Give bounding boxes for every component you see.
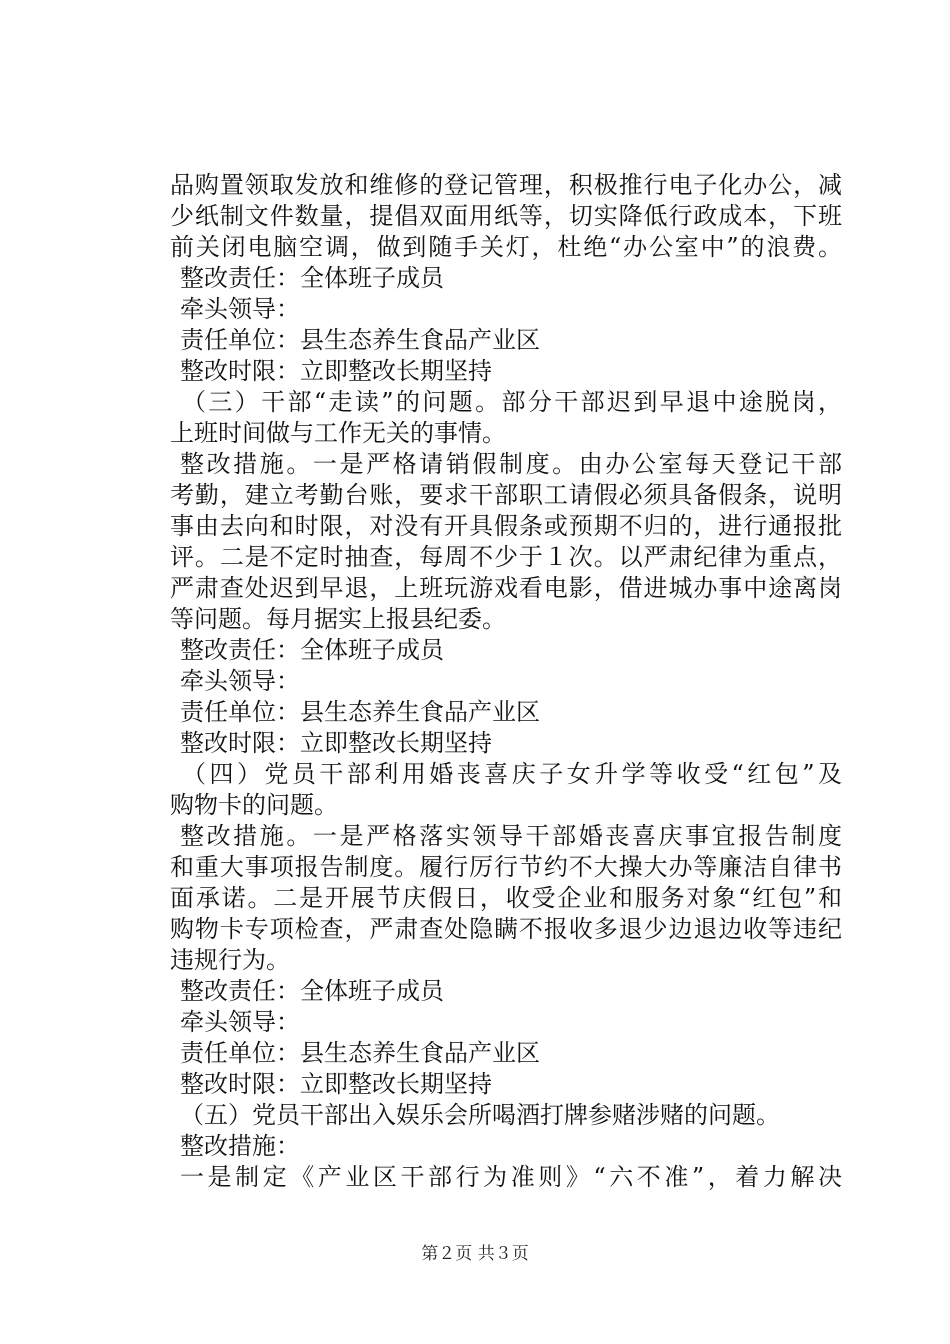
text-line: 违规行为。: [170, 946, 290, 974]
text-line: 整改措施：: [180, 1132, 300, 1160]
text-line: 购物卡的问题。: [170, 791, 338, 819]
text-line: 责任单位：县生态养生食品产业区: [180, 1039, 540, 1067]
section-heading: （五）党员干部出入娱乐会所喝酒打牌参赌涉赌的问题。: [180, 1101, 780, 1129]
text-line: 事由去向和时限，对没有开具假条或预期不归的，进行通报批: [170, 512, 842, 540]
text-line: 和重大事项报告制度。履行厉行节约不大操大办等廉洁自律书: [170, 853, 842, 881]
text-line: 等问题。每月据实上报县纪委。: [170, 605, 506, 633]
text-line: 牵头领导：: [180, 667, 300, 695]
text-line: 一是制定《产业区干部行为准则》“六不准”，着力解决: [180, 1163, 842, 1191]
text-line: 上班时间做与工作无关的事情。: [170, 419, 506, 447]
text-line: 评。二是不定时抽查，每周不少于１次。以严肃纪律为重点，: [170, 543, 842, 571]
document-body: [170, 170, 842, 1193]
text-line: 面承诺。二是开展节庆假日，收受企业和服务对象“红包”和: [170, 884, 842, 912]
text-line: 前关闭电脑空调，做到随手关灯，杜绝“办公室中”的浪费。: [170, 233, 842, 261]
section-heading: （四）党员干部利用婚丧喜庆子女升学等收受“红包”及: [182, 760, 842, 788]
page-footer: 第２页 共３页: [421, 1244, 529, 1264]
text-line: 考勤，建立考勤台账，要求干部职工请假必须具备假条，说明: [170, 481, 842, 509]
section-heading: （三）干部“走读”的问题。部分干部迟到早退中途脱岗，: [182, 388, 842, 416]
text-line: 严肃查处迟到早退，上班玩游戏看电影，借进城办事中途离岗: [170, 574, 842, 602]
text-line: 品购置领取发放和维修的登记管理，积极推行电子化办公，减: [170, 171, 842, 199]
text-line: 牵头领导：: [180, 1008, 300, 1036]
text-line: 责任单位：县生态养生食品产业区: [180, 698, 540, 726]
text-line: 牵头领导：: [180, 295, 300, 323]
text-line: 整改时限：立即整改长期坚持: [180, 729, 492, 757]
text-line: 责任单位：县生态养生食品产业区: [180, 326, 540, 354]
text-line: 整改责任：全体班子成员: [180, 264, 444, 292]
text-line: 整改责任：全体班子成员: [180, 977, 444, 1005]
text-line: 整改时限：立即整改长期坚持: [180, 357, 492, 385]
text-line: 整改措施。一是严格请销假制度。由办公室每天登记干部: [180, 450, 842, 478]
text-line: 整改措施。一是严格落实领导干部婚丧喜庆事宜报告制度: [180, 822, 842, 850]
text-line: 购物卡专项检查，严肃查处隐瞒不报收多退少边退边收等违纪: [170, 915, 842, 943]
text-line: 整改责任：全体班子成员: [180, 636, 444, 664]
text-line: 整改时限：立即整改长期坚持: [180, 1070, 492, 1098]
text-line: 少纸制文件数量，提倡双面用纸等，切实降低行政成本，下班: [170, 202, 842, 230]
